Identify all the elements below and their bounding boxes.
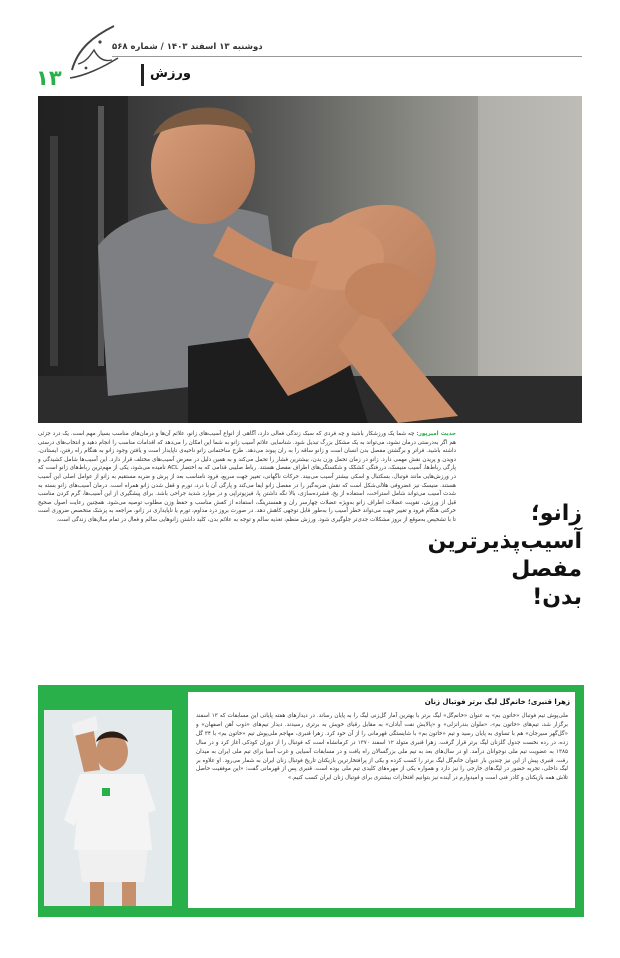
article-text: چه شما یک ورزشکار باشید و چه فردی که سبک زندگی فعالی دارد، آگاهی از انواع آسیب‌های زانو، علائم آن‌ها و درمان‌های مناسب بسیار مهم است. یک درد جزئی هم اگر به‌درستی درمان نشود، می‌تواند به یک مشکل بزرگ تبدیل شود. شناسایی علائم آسیب زانو به شما این امکان را می‌دهد که اقدامات مناسب را انجام دهید و انتخاب‌های درستی داشته باشید. فراتر و برگشتن مفصل بدن انسان است و زانو ساقه را به ران پیوند می‌دهد. طرح ساختمانی زانو ناحیه‌ی ناپایدار است و یافتن وجود زانو به هنگام راه رفتن، ایستادن، دویدن و پریدن نقش مهمی دارد. زانو در زمان تحمل وزن بدن، بیشترین فشار را تحمل می‌کند و به همین دلیل در معرض آسیب‌های مختلف قرار دارد. این آسیب‌ها شامل کشیدگی و پارگی رباط‌ها، آسیب منیسک، دررفتگی کشکک و شکستگی‌های اطراف مفصل هستند. رباط صلیبی قدامی که به اختصار ACL نامیده می‌شود، یکی از مهم‌ترین رباط‌های زانو است که در ورزش‌هایی مانند فوتبال، بسکتبال و اسکی بیشتر آسیب می‌بیند. حرکات ناگهانی، تغییر جهت سریع، فرود نامناسب بعد از پرش و ضربه مستقیم به زانو از عوامل اصلی این آسیب هستند. منیسک نیز غضروفی هلالی‌شکل است که نقش ضربه‌گیر را در مفصل زانو ایفا می‌کند و پارگی آن با درد، تورم و قفل شدن زانو همراه است. درمان آسیب‌های زانو بسته به شدت آسیب می‌تواند شامل استراحت، استفاده از یخ، فشرده‌سازی، بالا نگه داشتن پا، فیزیوتراپی و در موارد شدید جراحی باشد. برای پیشگیری از این آسیب‌ها، گرم کردن مناسب قبل از ورزش، تقویت عضلات اطراف زانو به‌ویژه عضلات چهارسر ران و همسترینگ، استفاده از کفش مناسب و حفظ وزن مطلوب توصیه می‌شود. همچنین رعایت اصول صحیح حرکتی هنگام فرود و تغییر جهت می‌تواند خطر آسیب را به‌طور قابل توجهی کاهش دهد. در صورت بروز درد مداوم، تورم یا ناپایداری در زانو، مراجعه به پزشک متخصص ضروری است تا با تشخیص به‌موقع از بروز مشکلات جدی‌تر جلوگیری شود. ورزش منظم، تغذیه سالم و توجه به علائم بدن، کلید داشتن زانوهایی سالم و فعال در تمام سال‌های زندگی است. xyxy=(38,431,456,523)
section-title: ورزش xyxy=(150,66,191,81)
hero-photo xyxy=(38,96,582,423)
headline-line-3: مفصل بدن! xyxy=(511,557,582,610)
article-author: حدیث امیرپور: xyxy=(416,431,456,437)
page-header xyxy=(0,0,620,92)
player-photo xyxy=(44,710,172,906)
headline-line-1: زانو؛ xyxy=(530,501,582,526)
section-divider xyxy=(141,64,144,86)
page-number: ۱۳ xyxy=(36,66,62,90)
article-body xyxy=(38,430,584,662)
newspaper-logo xyxy=(64,18,124,88)
sidebar-box-text: ملی‌پوش تیم فوتبال «خاتون بم» به عنوان «خانم‌گل» لیگ برتر با بهترین آمار گل‌زنی لیگ را به پایان رساند. در دیدارهای هفته پایانی این مسابقات که ۱۳ اسفند برگزار شد، تیم‌های «خاتون بم»، «ملوان بندرانزلی» و «پالایش نفت آبادان» به مقابل رقبای خویش به برتری رسیدند. دیدار تیم‌های «ذوب آهن اصفهان» و «گل‌گهر سیرجان» هم با تساوی به پایان رسید و تیم «خاتون بم» با شایستگی قهرمانی را از آن خود کرد. زهرا قنبری، مهاجم ملی‌پوش تیم «خاتون بم» با ۳۴ گل زده، در رده نخست جدول گلزنان لیگ برتر قرار گرفت. زهرا قنبری متولد ۱۲ اسفند ۱۳۷۰ در کرمانشاه است که فوتبال را از دوران کودکی آغاز کرد و در سال ۱۳۸۵ به عضویت تیم ملی نوجوانان درآمد. او در سال‌های بعد به تیم ملی بزرگسالان راه یافت و در مسابقات آسیایی و غرب آسیا برای تیم ملی ایران به میدان رفت. قنبری پیش از این نیز چندین بار عنوان خانم‌گل لیگ برتر را کسب کرده و یکی از پرافتخارترین بازیکنان تاریخ فوتبال زنان ایران به شمار می‌رود. او علاوه بر لیگ داخلی، تجربه حضور در لیگ‌های خارجی را نیز دارد و همواره یکی از مهره‌های کلیدی تیم ملی بوده است. قنبری پس از قهرمانی گفت: «این موفقیت حاصل تلاش همه بازیکنان و کادر فنی است و امیدوارم در آینده نیز بتوانیم افتخارات بیشتری برای فوتبال زنان ایران کسب کنیم.» xyxy=(196,713,568,782)
headline-line-2: آسیب‌پذیرترین xyxy=(427,529,582,554)
header-rule xyxy=(112,56,582,57)
sidebar-box-title: زهرا قنبری؛ خانم‌گل لیگ برتر فوتبال زنان xyxy=(424,698,570,706)
issue-date: دوشنبه ۱۳ اسفند ۱۴۰۳ / شماره ۵۶۸ xyxy=(112,42,263,52)
headline-space xyxy=(456,430,584,535)
